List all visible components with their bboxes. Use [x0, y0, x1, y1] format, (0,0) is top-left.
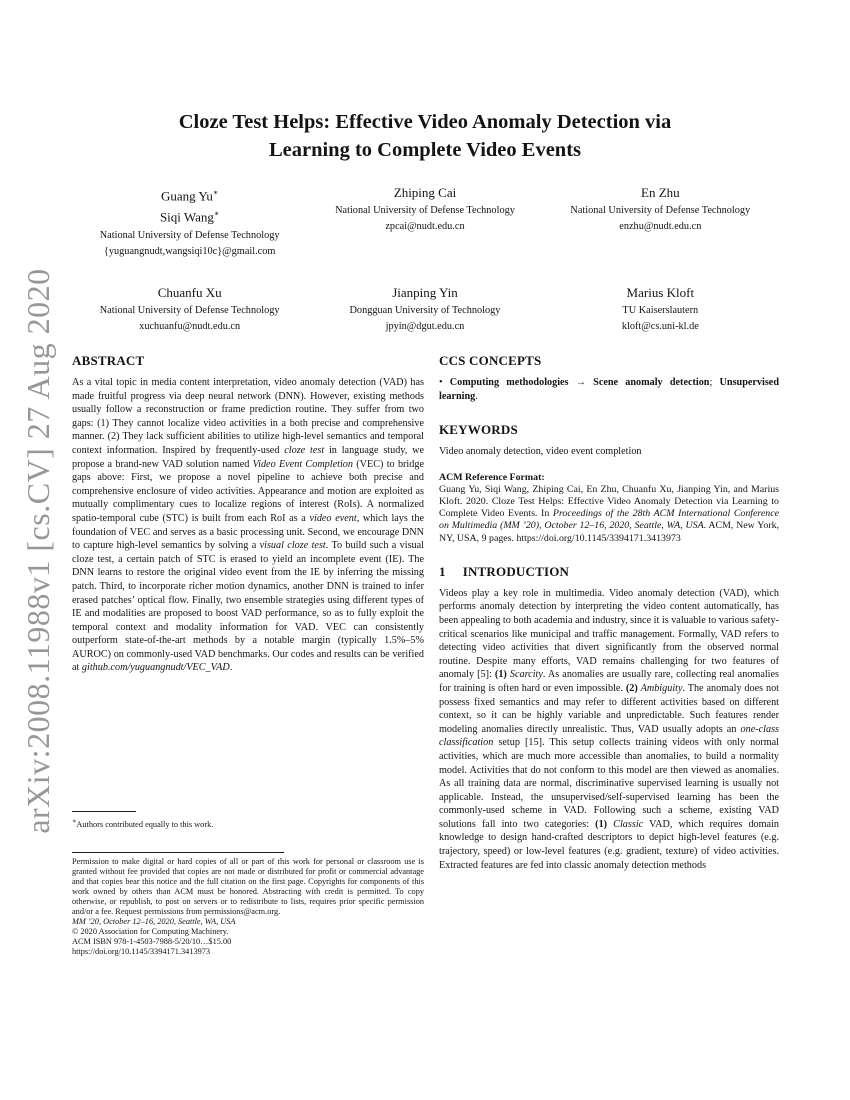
permission-text: Permission to make digital or hard copies of all or part of this work for personal or classroom use is granted without fee provided that copies are not made or distributed for profit or commercial advantage and that copies bear this notice and the full citation on the first page. Copyrights for components of this work owned by others than ACM must be honored. Abstracting with credit is permitted. To copy otherwise, or republish, to post on servers or to redistribute to lists, requires prior specific permission and/or a fee. Request permissions from permissions@acm.org. — [72, 857, 424, 916]
abstract-heading: ABSTRACT — [72, 353, 145, 368]
author-affiliation: National University of Defense Technology — [99, 305, 280, 316]
author-affiliation: National University of Defense Technology — [570, 205, 751, 216]
author-affiliation: National University of Defense Technology — [335, 205, 515, 216]
arxiv-watermark: arXiv:2008.11988v1 [cs.CV] 27 Aug 2020 — [20, 268, 56, 834]
copyright-rule — [72, 852, 284, 853]
author-affiliation: National University of Defense Technology — [99, 229, 280, 241]
acm-reference-heading: ACM Reference Format: — [439, 471, 545, 483]
footnote-marker: ∗ — [72, 818, 77, 825]
left-column — [72, 353, 424, 675]
author-block — [307, 284, 542, 334]
ccs-text: • Computing methodologies → Scene anomaly detection; Unsupervised learning. — [439, 377, 779, 402]
author-block — [307, 184, 542, 259]
author-email: xuchuanfu@nudt.edu.cn — [139, 321, 241, 332]
author-name: En Zhu — [641, 185, 680, 200]
author-affiliation: Dongguan University of Technology — [349, 305, 501, 316]
ccs-heading: CCS CONCEPTS — [439, 353, 542, 368]
author-block — [543, 184, 778, 259]
author-affiliation: TU Kaiserslautern — [622, 305, 699, 316]
author-email: enzhu@nudt.edu.cn — [619, 221, 702, 232]
doi-link[interactable]: https://doi.org/10.1145/3394171.3413973 — [72, 947, 211, 956]
section-number: 1 — [439, 563, 446, 579]
author-name: Chuanfu Xu — [157, 285, 222, 300]
author-block — [72, 184, 307, 259]
right-column — [439, 353, 779, 872]
copyright-block — [72, 852, 424, 957]
copyright-line: © 2020 Association for Computing Machinery. — [72, 927, 229, 936]
author-email: kloft@cs.uni-kl.de — [621, 321, 699, 332]
conference-line: MM ’20, October 12–16, 2020, Seattle, WA, USA — [72, 917, 236, 926]
keywords-heading: KEYWORDS — [439, 422, 518, 438]
authors-row-1 — [72, 184, 778, 259]
author-block — [543, 284, 778, 334]
acm-reference-text: Guang Yu, Siqi Wang, Zhiping Cai, En Zhu, Chuanfu Xu, Jianping Yin, and Marius Kloft. 2020. Cloze Test Helps: Effective Video Anomaly Detection via Learning to Complete Video Events. In Proceedings of the 28th ACM International Conference on Multimedia (MM ’20), October 12–16, 2020, Seattle, WA, USA. ACM, New York, NY, USA, 9 pages. https://doi.org/10.1145/3394171.3413973 — [439, 483, 779, 544]
footnote-text: ∗Authors contributed equally to this work. — [72, 818, 214, 829]
author-name: Zhiping Cai — [393, 185, 457, 200]
author-block — [72, 284, 307, 334]
author-name: Guang Yu∗ — [161, 188, 219, 204]
footnote — [72, 811, 424, 830]
author-name: Jianping Yin — [392, 285, 458, 300]
author-name: Marius Kloft — [626, 285, 695, 300]
section-title: INTRODUCTION — [462, 563, 570, 579]
authors-row-2 — [72, 284, 778, 334]
introduction-heading — [439, 564, 779, 580]
author-name: Siqi Wang∗ — [159, 209, 220, 225]
introduction-text: Videos play a key role in multimedia. Video anomaly detection (VAD), which performs anomaly detection by interpreting the video content automatically, has been appealing to both academia and industry, since it is valuable to various safety-critical scenarios like municipal and traffic management. Formally, VAD refers to detecting video activities that divert significantly from the observed normal routine. Despite many efforts, VAD remains challenging for two features of anomaly [5]: (1) Scarcity. As anomalies are usually rare, collecting real anomalies for training is often hard or even impossible. (2) Ambiguity. The anomaly does not possess fixed semantics and may refer to different activities based on different context, so it can be highly variable and unpredictable. Such features render modeling anomalies directly unrealistic. Thus, VAD usually adopts an one-class classification setup [15]. This setup collects training videos with only normal activities, which are much more accessible than anomalies, to build a normality model. Activities that do not conform to this model are then viewed as anomalies. As all training data are normal, discriminative supervised learning is usually not applicable. Instead, the unsupervised/self-supervised learning has been the commonly-used scheme in VAD. Following such a scheme, existing VAD solutions fall into two categories: (1) Classic VAD, which requires domain knowledge to design hand-crafted descriptors to depict high-level features (e.g. trajectory, speed) or low-level features (e.g. gradient, texture) of video activities. Extracted features are fed into classic anomaly detection methods — [439, 587, 780, 871]
author-email: {yuguangnudt,wangsiqi10c}@gmail.com — [103, 245, 276, 257]
paper-title-line1: Cloze Test Helps: Effective Video Anomaly Detection via — [178, 111, 672, 133]
paper-title-line2: Learning to Complete Video Events — [268, 139, 582, 161]
author-email: jpyin@dgut.edu.cn — [385, 321, 465, 332]
isbn-line: ACM ISBN 978-1-4503-7988-5/20/10…$15.00 — [72, 937, 232, 946]
abstract-text: As a vital topic in media content interpretation, video anomaly detection (VAD) has made fruitful progress via deep neural network (DNN). However, existing methods usually follow a reconstruction or frame prediction routine. They suffer from two gaps: (1) They cannot localize video activities in a both precise and comprehensive manner. (2) They lack sufficient abilities to utilize high-level semantics and temporal context information. Inspired by frequently-used cloze test in language study, we propose a brand-new VAD solution named Video Event Completion (VEC) to bridge gaps above: First, we propose a novel pipeline to achieve both precise and comprehensive enclosure of video activities. Appearance and motion are exploited as mutually complimentary cues to localize regions of interest (RoIs). A normalized spatio-temporal cube (STC) is built from each RoI as a video event, which lays the foundation of VEC and serves as a basic processing unit. Second, we encourage DNN to capture high-level semantics by solving a visual cloze test. To build such a visual cloze test, a certain patch of STC is erased to yield an incomplete event (IE). The DNN learns to restore the original video event from the IE by inferring the missing patch. Third, to incorporate richer motion dynamics, another DNN is trained to infer erased patches’ optical flow. Finally, two ensemble strategies using different types of IE and modalities are proposed to boost VAD performance, so as to fully exploit the temporal context and modality information for VAD. VEC can consistently outperform state-of-the-art methods by a notable margin (typically 1.5%–5% AUROC) on commonly-used VAD benchmarks. Our codes and results can be verified at github.com/yuguangnudt/VEC_VAD. — [72, 377, 424, 674]
paper-title — [0, 108, 850, 164]
keywords-text: Video anomaly detection, video event completion — [439, 446, 642, 458]
footnote-rule — [72, 811, 136, 812]
author-email: zpcai@nudt.edu.cn — [385, 221, 465, 232]
